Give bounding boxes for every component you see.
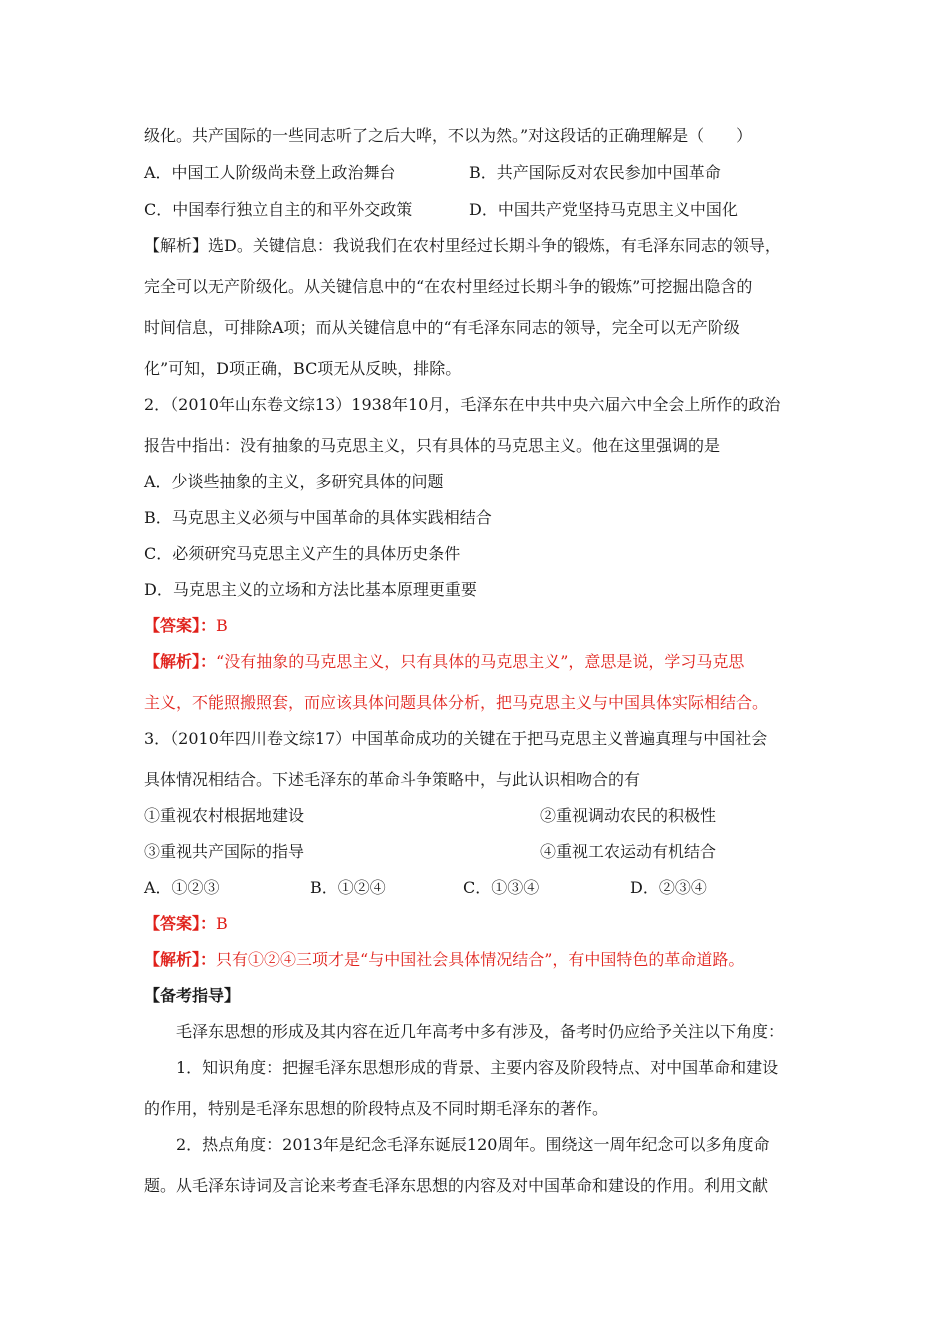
- q3-stem-line: 具体情况相结合。下述毛泽东的革命斗争策略中，与此认识相吻合的有: [144, 770, 641, 789]
- q1-option-a: A．中国工人阶级尚未登上政治舞台: [144, 163, 396, 182]
- q1-option-c: C．中国奉行独立自主的和平外交政策: [144, 200, 413, 219]
- guide-point-2-cont: 题。从毛泽东诗词及言论来考查毛泽东思想的内容及对中国革命和建设的作用。利用文献: [144, 1176, 769, 1195]
- q3-answer-value: B: [216, 914, 228, 933]
- q3-item-2: ②重视调动农民的积极性: [540, 806, 717, 825]
- q2-stem-line: 2．（2010年山东卷文综13）1938年10月，毛泽东在中共中央六届六中全会上所作的政治: [144, 395, 781, 414]
- q3-choice-c: C．①③④: [463, 878, 540, 897]
- guide-point-1-cont: 的作用，特别是毛泽东思想的阶段特点及不同时期毛泽东的著作。: [144, 1099, 609, 1118]
- q1-option-b: B．共产国际反对农民参加中国革命: [469, 163, 721, 182]
- q3-answer: [144, 914, 228, 934]
- q2-option-d: D．马克思主义的立场和方法比基本原理更重要: [144, 580, 477, 599]
- q2-analysis-text: “没有抽象的马克思主义，只有具体的马克思主义”，意思是说，学习马克思: [216, 652, 745, 671]
- q3-analysis: [144, 950, 744, 970]
- q2-analysis: [144, 652, 744, 672]
- q3-analysis-label: 【解析】：: [144, 950, 217, 969]
- q1-option-d: D．中国共产党坚持马克思主义中国化: [469, 200, 738, 219]
- q3-choice-b: B．①②④: [310, 878, 386, 897]
- q2-answer: [144, 616, 228, 636]
- q3-item-1: ①重视农村根据地建设: [144, 806, 305, 825]
- guide-heading: 【备考指导】: [144, 986, 241, 1005]
- q2-stem-line: 报告中指出：没有抽象的马克思主义，只有具体的马克思主义。他在这里强调的是: [144, 436, 721, 455]
- q3-item-3: ③重视共产国际的指导: [144, 842, 305, 861]
- q1-analysis-line: 【解析】选D。关键信息：我说我们在农村里经过长期斗争的锻炼，有毛泽东同志的领导，: [144, 236, 781, 255]
- q1-analysis-line: 完全可以无产阶级化。从关键信息中的“在农村里经过长期斗争的锻炼”可挖掘出隐含的: [144, 277, 753, 296]
- q3-stem-line: 3．（2010年四川卷文综17）中国革命成功的关键在于把马克思主义普遍真理与中国社会: [144, 729, 768, 748]
- guide-point-2: 2．热点角度：2013年是纪念毛泽东诞辰120周年。围绕这一周年纪念可以多角度命: [176, 1135, 770, 1154]
- q1-stem: 级化。共产国际的一些同志听了之后大哗，不以为然。”对这段话的正确理解是（ ）: [144, 126, 753, 145]
- q2-analysis-line: 主义，不能照搬照套，而应该具体问题具体分析，把马克思主义与中国具体实际相结合。: [144, 693, 769, 712]
- q3-item-4: ④重视工农运动有机结合: [540, 842, 717, 861]
- q2-answer-label: 【答案】：: [144, 616, 217, 635]
- q2-answer-value: B: [216, 616, 228, 635]
- q3-analysis-text: 只有①②④三项才是“与中国社会具体情况结合”，有中国特色的革命道路。: [216, 950, 745, 969]
- q2-option-a: A．少谈些抽象的主义，多研究具体的问题: [144, 472, 444, 491]
- q3-choice-a: A．①②③: [144, 878, 220, 897]
- q1-analysis-line: 时间信息，可排除A项；而从关键信息中的“有毛泽东同志的领导，完全可以无产阶级: [144, 318, 740, 337]
- guide-point-1: 1．知识角度：把握毛泽东思想形成的背景、主要内容及阶段特点、对中国革命和建设: [176, 1058, 779, 1077]
- q2-option-b: B．马克思主义必须与中国革命的具体实践相结合: [144, 508, 492, 527]
- q2-option-c: C．必须研究马克思主义产生的具体历史条件: [144, 544, 461, 563]
- q3-choice-d: D．②③④: [630, 878, 707, 897]
- q1-analysis-line: 化”可知，D项正确，BC项无从反映，排除。: [144, 359, 462, 378]
- q2-analysis-label: 【解析】：: [144, 652, 217, 671]
- q3-answer-label: 【答案】：: [144, 914, 217, 933]
- guide-intro: 毛泽东思想的形成及其内容在近几年高考中多有涉及，备考时仍应给予关注以下角度：: [176, 1022, 785, 1041]
